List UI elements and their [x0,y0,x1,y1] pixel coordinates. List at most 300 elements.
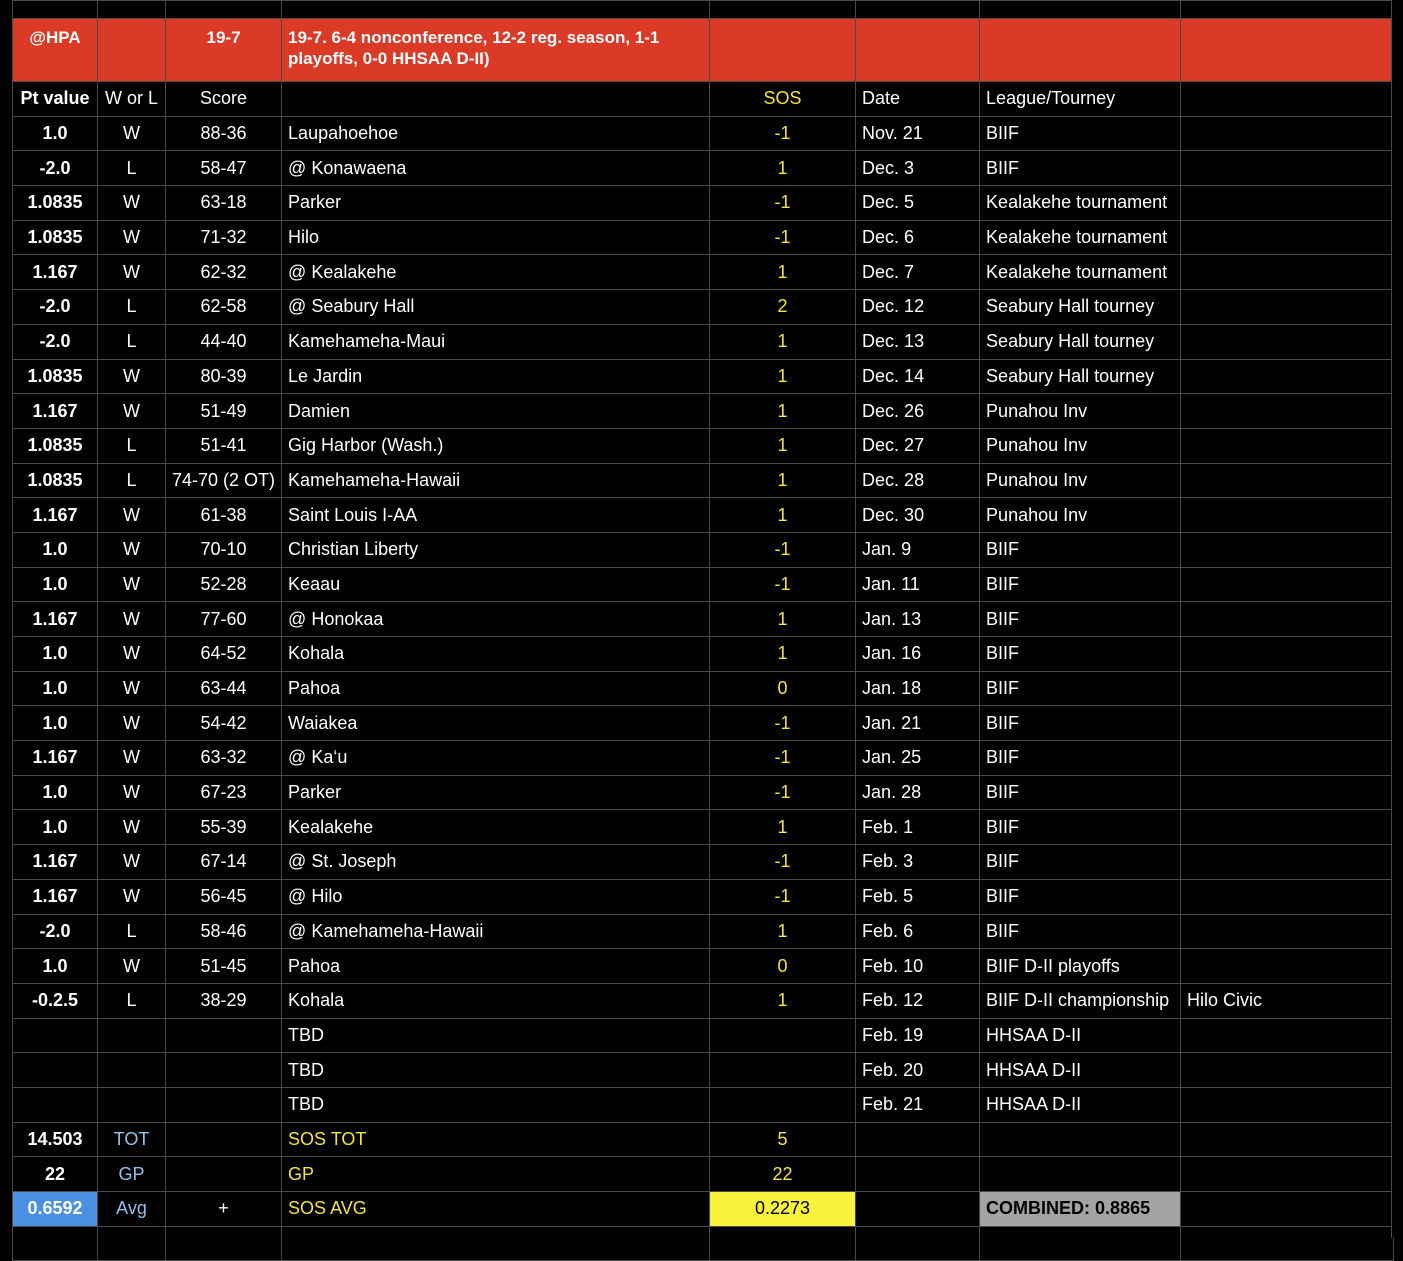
league-cell[interactable]: BIIF [980,879,1181,914]
game-row [13,116,1394,151]
date-cell[interactable]: Dec. 12 [856,290,980,325]
pt-value-cell[interactable]: 1.167 [13,498,98,533]
pt-value-cell[interactable]: 1.0835 [13,220,98,255]
date-cell[interactable]: Feb. 5 [856,879,980,914]
league-cell[interactable]: BIIF [980,914,1181,949]
opponent-cell[interactable]: @ Honokaa [282,602,710,637]
gp-label[interactable]: GP [98,1157,166,1192]
sos-cell[interactable]: -1 [710,532,856,567]
score-cell[interactable]: 55-39 [166,810,282,845]
sheet-right-edge [1391,0,1403,1238]
league-cell[interactable]: BIIF [980,845,1181,880]
sos-cell[interactable]: -1 [710,775,856,810]
sos-cell[interactable]: -1 [710,220,856,255]
pt-value-cell[interactable]: 1.0 [13,671,98,706]
location-cell[interactable] [1181,255,1394,290]
score-cell[interactable]: 67-23 [166,775,282,810]
win-loss-cell[interactable]: W [98,394,166,429]
opponent-cell[interactable]: Gig Harbor (Wash.) [282,428,710,463]
blank-cell[interactable] [166,1122,282,1157]
league-cell[interactable]: Seabury Hall tourney [980,290,1181,325]
pt-value-cell[interactable] [13,1018,98,1053]
pt-value-cell[interactable]: 1.167 [13,741,98,776]
win-loss-cell[interactable] [98,1053,166,1088]
gp-value[interactable]: 22 [13,1157,98,1192]
league-cell[interactable]: BIIF [980,567,1181,602]
tot-label[interactable]: TOT [98,1122,166,1157]
date-cell[interactable]: Jan. 11 [856,567,980,602]
opponent-cell[interactable]: Christian Liberty [282,532,710,567]
location-cell[interactable] [1181,914,1394,949]
score-cell[interactable]: 77-60 [166,602,282,637]
sos-cell[interactable]: 1 [710,151,856,186]
blank-cell[interactable] [1181,1192,1394,1227]
col-league[interactable]: League/Tourney [980,82,1181,117]
win-loss-cell[interactable]: W [98,532,166,567]
col-pt-value[interactable]: Pt value [13,82,98,117]
record-cell[interactable]: 19-7 [166,19,282,82]
pt-value-cell[interactable]: 1.0 [13,810,98,845]
score-cell[interactable]: 70-10 [166,532,282,567]
sos-cell[interactable]: -1 [710,116,856,151]
game-row [13,186,1394,221]
location-cell[interactable] [1181,810,1394,845]
blank-cell[interactable] [980,1157,1181,1192]
location-cell[interactable] [1181,116,1394,151]
sos-tot-value[interactable]: 5 [710,1122,856,1157]
date-cell[interactable]: Feb. 10 [856,949,980,984]
sos-cell[interactable]: -1 [710,741,856,776]
win-loss-cell[interactable]: W [98,220,166,255]
pt-value-cell[interactable]: 1.0835 [13,359,98,394]
opponent-cell[interactable]: TBD [282,1087,710,1122]
league-cell[interactable]: Punahou Inv [980,498,1181,533]
location-cell[interactable] [1181,498,1394,533]
game-row [13,567,1394,602]
location-cell[interactable] [1181,394,1394,429]
location-cell[interactable] [1181,151,1394,186]
game-row [13,463,1394,498]
date-cell[interactable]: Feb. 3 [856,845,980,880]
pt-value-cell[interactable]: 1.0 [13,706,98,741]
combined-cell[interactable]: COMBINED: 0.8865 [980,1192,1181,1227]
date-cell[interactable]: Dec. 27 [856,428,980,463]
pt-value-cell[interactable]: 1.167 [13,255,98,290]
league-cell[interactable]: BIIF [980,116,1181,151]
col-w-or-l[interactable]: W or L [98,82,166,117]
opponent-cell[interactable]: Le Jardin [282,359,710,394]
avg-value[interactable]: 0.6592 [13,1192,98,1227]
league-cell[interactable]: BIIF [980,602,1181,637]
league-cell[interactable]: Punahou Inv [980,394,1181,429]
league-cell[interactable]: Punahou Inv [980,463,1181,498]
location-cell[interactable] [1181,1053,1394,1088]
score-cell[interactable]: 58-46 [166,914,282,949]
blank-cell[interactable] [856,1157,980,1192]
score-cell[interactable]: 58-47 [166,151,282,186]
win-loss-cell[interactable]: W [98,949,166,984]
sos-cell[interactable]: 2 [710,290,856,325]
league-cell[interactable]: BIIF [980,637,1181,672]
date-cell[interactable]: Jan. 9 [856,532,980,567]
blank-cell[interactable] [1181,19,1394,82]
league-cell[interactable]: BIIF D-II playoffs [980,949,1181,984]
score-cell[interactable]: 80-39 [166,359,282,394]
location-cell[interactable] [1181,671,1394,706]
sos-cell[interactable]: -1 [710,879,856,914]
pt-value-cell[interactable]: 1.0 [13,567,98,602]
sos-cell[interactable]: 1 [710,428,856,463]
opponent-cell[interactable]: @ Konawaena [282,151,710,186]
date-cell[interactable]: Dec. 14 [856,359,980,394]
league-cell[interactable]: HHSAA D-II [980,1018,1181,1053]
plus-cell[interactable]: + [166,1192,282,1227]
score-cell[interactable]: 61-38 [166,498,282,533]
date-cell[interactable]: Feb. 1 [856,810,980,845]
date-cell[interactable]: Jan. 25 [856,741,980,776]
game-row [13,845,1394,880]
sos-cell[interactable]: 1 [710,810,856,845]
pt-value-cell[interactable]: 1.0 [13,116,98,151]
pt-value-cell[interactable]: -0.2.5 [13,983,98,1018]
score-cell[interactable]: 63-32 [166,741,282,776]
opponent-cell[interactable]: @ Ka‘u [282,741,710,776]
win-loss-cell[interactable]: W [98,567,166,602]
opponent-cell[interactable]: Pahoa [282,949,710,984]
location-cell[interactable] [1181,602,1394,637]
win-loss-cell[interactable]: W [98,602,166,637]
score-cell[interactable]: 51-49 [166,394,282,429]
sos-avg-label[interactable]: SOS AVG [282,1192,710,1227]
league-cell[interactable]: BIIF [980,810,1181,845]
sos-cell[interactable] [710,1018,856,1053]
opponent-cell[interactable]: Kohala [282,983,710,1018]
win-loss-cell[interactable]: W [98,116,166,151]
opponent-cell[interactable]: @ Hilo [282,879,710,914]
location-cell[interactable] [1181,359,1394,394]
opponent-cell[interactable]: Kamehameha-Maui [282,324,710,359]
pt-value-cell[interactable]: -2.0 [13,151,98,186]
pt-value-cell[interactable]: 1.0 [13,637,98,672]
win-loss-cell[interactable]: W [98,186,166,221]
game-row [13,428,1394,463]
opponent-cell[interactable]: Waiakea [282,706,710,741]
league-cell[interactable]: Kealakehe tournament [980,220,1181,255]
game-row [13,879,1394,914]
score-cell[interactable]: 62-32 [166,255,282,290]
score-cell[interactable]: 63-44 [166,671,282,706]
score-cell[interactable]: 71-32 [166,220,282,255]
sos-cell[interactable]: 0 [710,671,856,706]
blank-cell[interactable] [1181,1157,1394,1192]
league-cell[interactable]: Punahou Inv [980,428,1181,463]
game-row [13,602,1394,637]
score-cell[interactable] [166,1087,282,1122]
game-row [13,775,1394,810]
league-cell[interactable]: Seabury Hall tourney [980,324,1181,359]
league-cell[interactable]: Seabury Hall tourney [980,359,1181,394]
sos-cell[interactable]: -1 [710,845,856,880]
pt-value-cell[interactable]: 1.167 [13,879,98,914]
score-cell[interactable]: 62-58 [166,290,282,325]
win-loss-cell[interactable]: L [98,151,166,186]
opponent-cell[interactable]: Kamehameha-Hawaii [282,463,710,498]
win-loss-cell[interactable] [98,1087,166,1122]
game-row [13,914,1394,949]
blank-cell[interactable] [166,1157,282,1192]
game-row [13,983,1394,1018]
game-row [13,741,1394,776]
location-cell[interactable] [1181,290,1394,325]
opponent-cell[interactable]: TBD [282,1053,710,1088]
opponent-cell[interactable]: @ Kealakehe [282,255,710,290]
date-cell[interactable]: Jan. 13 [856,602,980,637]
col-sos[interactable]: SOS [710,82,856,117]
col-date[interactable]: Date [856,82,980,117]
pt-value-cell[interactable]: 1.0835 [13,463,98,498]
date-cell[interactable]: Dec. 28 [856,463,980,498]
win-loss-cell[interactable]: W [98,359,166,394]
league-cell[interactable]: BIIF [980,706,1181,741]
location-cell[interactable] [1181,567,1394,602]
blank-cell[interactable] [1181,1122,1394,1157]
blank-cell[interactable] [856,1192,980,1227]
opponent-cell[interactable]: @ Seabury Hall [282,290,710,325]
game-row [13,220,1394,255]
game-row [13,324,1394,359]
win-loss-cell[interactable]: W [98,706,166,741]
opponent-cell[interactable]: Laupahoehoe [282,116,710,151]
score-cell[interactable]: 38-29 [166,983,282,1018]
league-cell[interactable]: Kealakehe tournament [980,186,1181,221]
date-cell[interactable]: Nov. 21 [856,116,980,151]
location-cell[interactable] [1181,186,1394,221]
location-cell[interactable] [1181,1087,1394,1122]
score-cell[interactable]: 56-45 [166,879,282,914]
location-cell[interactable] [1181,879,1394,914]
score-cell[interactable]: 52-28 [166,567,282,602]
score-cell[interactable]: 54-42 [166,706,282,741]
sos-cell[interactable]: 1 [710,498,856,533]
date-cell[interactable]: Jan. 16 [856,637,980,672]
sos-cell[interactable]: 1 [710,637,856,672]
score-cell[interactable]: 63-18 [166,186,282,221]
date-cell[interactable]: Feb. 6 [856,914,980,949]
game-row [13,1018,1394,1053]
location-cell[interactable] [1181,706,1394,741]
sos-cell[interactable]: 1 [710,359,856,394]
date-cell[interactable]: Feb. 21 [856,1087,980,1122]
location-cell[interactable] [1181,845,1394,880]
score-cell[interactable]: 51-41 [166,428,282,463]
pt-value-cell[interactable]: 1.167 [13,845,98,880]
sos-cell[interactable] [710,1087,856,1122]
date-cell[interactable]: Dec. 26 [856,394,980,429]
date-cell[interactable]: Jan. 21 [856,706,980,741]
blank-cell[interactable] [980,1122,1181,1157]
pt-value-cell[interactable]: 1.167 [13,394,98,429]
game-row [13,671,1394,706]
league-cell[interactable]: HHSAA D-II [980,1053,1181,1088]
blank-cell[interactable] [710,19,856,82]
avg-row [13,1192,1394,1227]
totals-row [13,1122,1394,1157]
pt-value-cell[interactable]: -2.0 [13,324,98,359]
date-cell[interactable]: Jan. 18 [856,671,980,706]
date-cell[interactable]: Dec. 30 [856,498,980,533]
score-cell[interactable] [166,1018,282,1053]
sos-cell[interactable]: 1 [710,255,856,290]
win-loss-cell[interactable] [98,1018,166,1053]
score-cell[interactable]: 67-14 [166,845,282,880]
win-loss-cell[interactable]: W [98,671,166,706]
opponent-cell[interactable]: TBD [282,1018,710,1053]
win-loss-cell[interactable]: W [98,879,166,914]
date-cell[interactable]: Jan. 28 [856,775,980,810]
date-cell[interactable]: Feb. 20 [856,1053,980,1088]
blank-cell[interactable] [1181,82,1394,117]
sos-cell[interactable]: 1 [710,602,856,637]
location-cell[interactable] [1181,428,1394,463]
opponent-cell[interactable]: Keaau [282,567,710,602]
location-cell[interactable] [1181,220,1394,255]
location-cell[interactable] [1181,775,1394,810]
date-cell[interactable]: Dec. 7 [856,255,980,290]
league-cell[interactable]: BIIF [980,151,1181,186]
pt-value-cell[interactable] [13,1087,98,1122]
pt-value-cell[interactable]: 1.167 [13,602,98,637]
sos-gp-label[interactable]: GP [282,1157,710,1192]
sos-cell[interactable]: 1 [710,463,856,498]
date-cell[interactable]: Dec. 3 [856,151,980,186]
opponent-cell[interactable]: Pahoa [282,671,710,706]
win-loss-cell[interactable]: W [98,810,166,845]
opponent-cell[interactable]: @ Kamehameha-Hawaii [282,914,710,949]
location-cell[interactable] [1181,1018,1394,1053]
team-name-cell[interactable]: @HPA [13,19,98,82]
location-cell[interactable] [1181,324,1394,359]
location-cell[interactable]: Hilo Civic [1181,983,1394,1018]
date-cell[interactable]: Dec. 5 [856,186,980,221]
blank-cell[interactable] [856,19,980,82]
tot-value[interactable]: 14.503 [13,1122,98,1157]
opponent-cell[interactable]: Damien [282,394,710,429]
avg-label[interactable]: Avg [98,1192,166,1227]
game-row [13,290,1394,325]
pt-value-cell[interactable]: 1.0 [13,532,98,567]
sos-cell[interactable]: 0 [710,949,856,984]
col-opponent[interactable] [282,82,710,117]
score-cell[interactable]: 44-40 [166,324,282,359]
league-cell[interactable]: BIIF D-II championship [980,983,1181,1018]
opponent-cell[interactable]: Saint Louis I-AA [282,498,710,533]
pt-value-cell[interactable]: 1.0835 [13,186,98,221]
league-cell[interactable]: BIIF [980,532,1181,567]
win-loss-cell[interactable]: W [98,741,166,776]
win-loss-cell[interactable]: W [98,845,166,880]
win-loss-cell[interactable]: W [98,637,166,672]
bottom-blank-row [13,1226,1394,1261]
score-cell[interactable]: 88-36 [166,116,282,151]
score-cell[interactable]: 51-45 [166,949,282,984]
location-cell[interactable] [1181,532,1394,567]
sos-avg-value[interactable]: 0.2273 [710,1192,856,1227]
date-cell[interactable]: Feb. 19 [856,1018,980,1053]
date-cell[interactable]: Dec. 13 [856,324,980,359]
location-cell[interactable] [1181,637,1394,672]
win-loss-cell[interactable]: W [98,255,166,290]
opponent-cell[interactable]: Hilo [282,220,710,255]
league-cell[interactable]: Kealakehe tournament [980,255,1181,290]
score-cell[interactable]: 64-52 [166,637,282,672]
game-row [13,1087,1394,1122]
sos-cell[interactable]: 1 [710,324,856,359]
score-cell[interactable]: 74-70 (2 OT) [166,463,282,498]
win-loss-cell[interactable]: W [98,775,166,810]
opponent-cell[interactable]: Parker [282,775,710,810]
league-cell[interactable]: BIIF [980,741,1181,776]
pt-value-cell[interactable]: 1.0 [13,949,98,984]
game-row [13,1053,1394,1088]
pt-value-cell[interactable]: 1.0835 [13,428,98,463]
game-row [13,532,1394,567]
pt-value-cell[interactable] [13,1053,98,1088]
col-score[interactable]: Score [166,82,282,117]
pt-value-cell[interactable]: 1.0 [13,775,98,810]
sos-cell[interactable]: 1 [710,394,856,429]
summary-cell[interactable]: 19-7. 6-4 nonconference, 12-2 reg. season, 1-1 playoffs, 0-0 HHSAA D-II) [282,19,710,82]
pt-value-cell[interactable]: -2.0 [13,914,98,949]
game-row [13,810,1394,845]
score-cell[interactable] [166,1053,282,1088]
pt-value-cell[interactable]: -2.0 [13,290,98,325]
league-cell[interactable]: BIIF [980,775,1181,810]
win-loss-cell[interactable]: W [98,498,166,533]
sos-cell[interactable] [710,1053,856,1088]
standings-sheet [12,0,1394,1261]
sos-cell[interactable]: -1 [710,186,856,221]
date-cell[interactable]: Feb. 12 [856,983,980,1018]
opponent-cell[interactable]: Parker [282,186,710,221]
sos-cell[interactable]: -1 [710,567,856,602]
league-cell[interactable]: HHSAA D-II [980,1087,1181,1122]
date-cell[interactable]: Dec. 6 [856,220,980,255]
blank-cell[interactable] [98,19,166,82]
blank-cell[interactable] [856,1122,980,1157]
location-cell[interactable] [1181,741,1394,776]
win-loss-cell[interactable]: L [98,290,166,325]
opponent-cell[interactable]: @ St. Joseph [282,845,710,880]
opponent-cell[interactable]: Kealakehe [282,810,710,845]
sos-cell[interactable]: -1 [710,706,856,741]
sos-tot-label[interactable]: SOS TOT [282,1122,710,1157]
win-loss-cell[interactable]: L [98,463,166,498]
win-loss-cell[interactable]: L [98,914,166,949]
sos-gp-value[interactable]: 22 [710,1157,856,1192]
sos-cell[interactable]: 1 [710,983,856,1018]
sos-cell[interactable]: 1 [710,914,856,949]
blank-cell[interactable] [980,19,1181,82]
location-cell[interactable] [1181,463,1394,498]
win-loss-cell[interactable]: L [98,428,166,463]
game-row [13,637,1394,672]
win-loss-cell[interactable]: L [98,983,166,1018]
top-blank-row [13,1,1394,19]
location-cell[interactable] [1181,949,1394,984]
league-cell[interactable]: BIIF [980,671,1181,706]
opponent-cell[interactable]: Kohala [282,637,710,672]
win-loss-cell[interactable]: L [98,324,166,359]
